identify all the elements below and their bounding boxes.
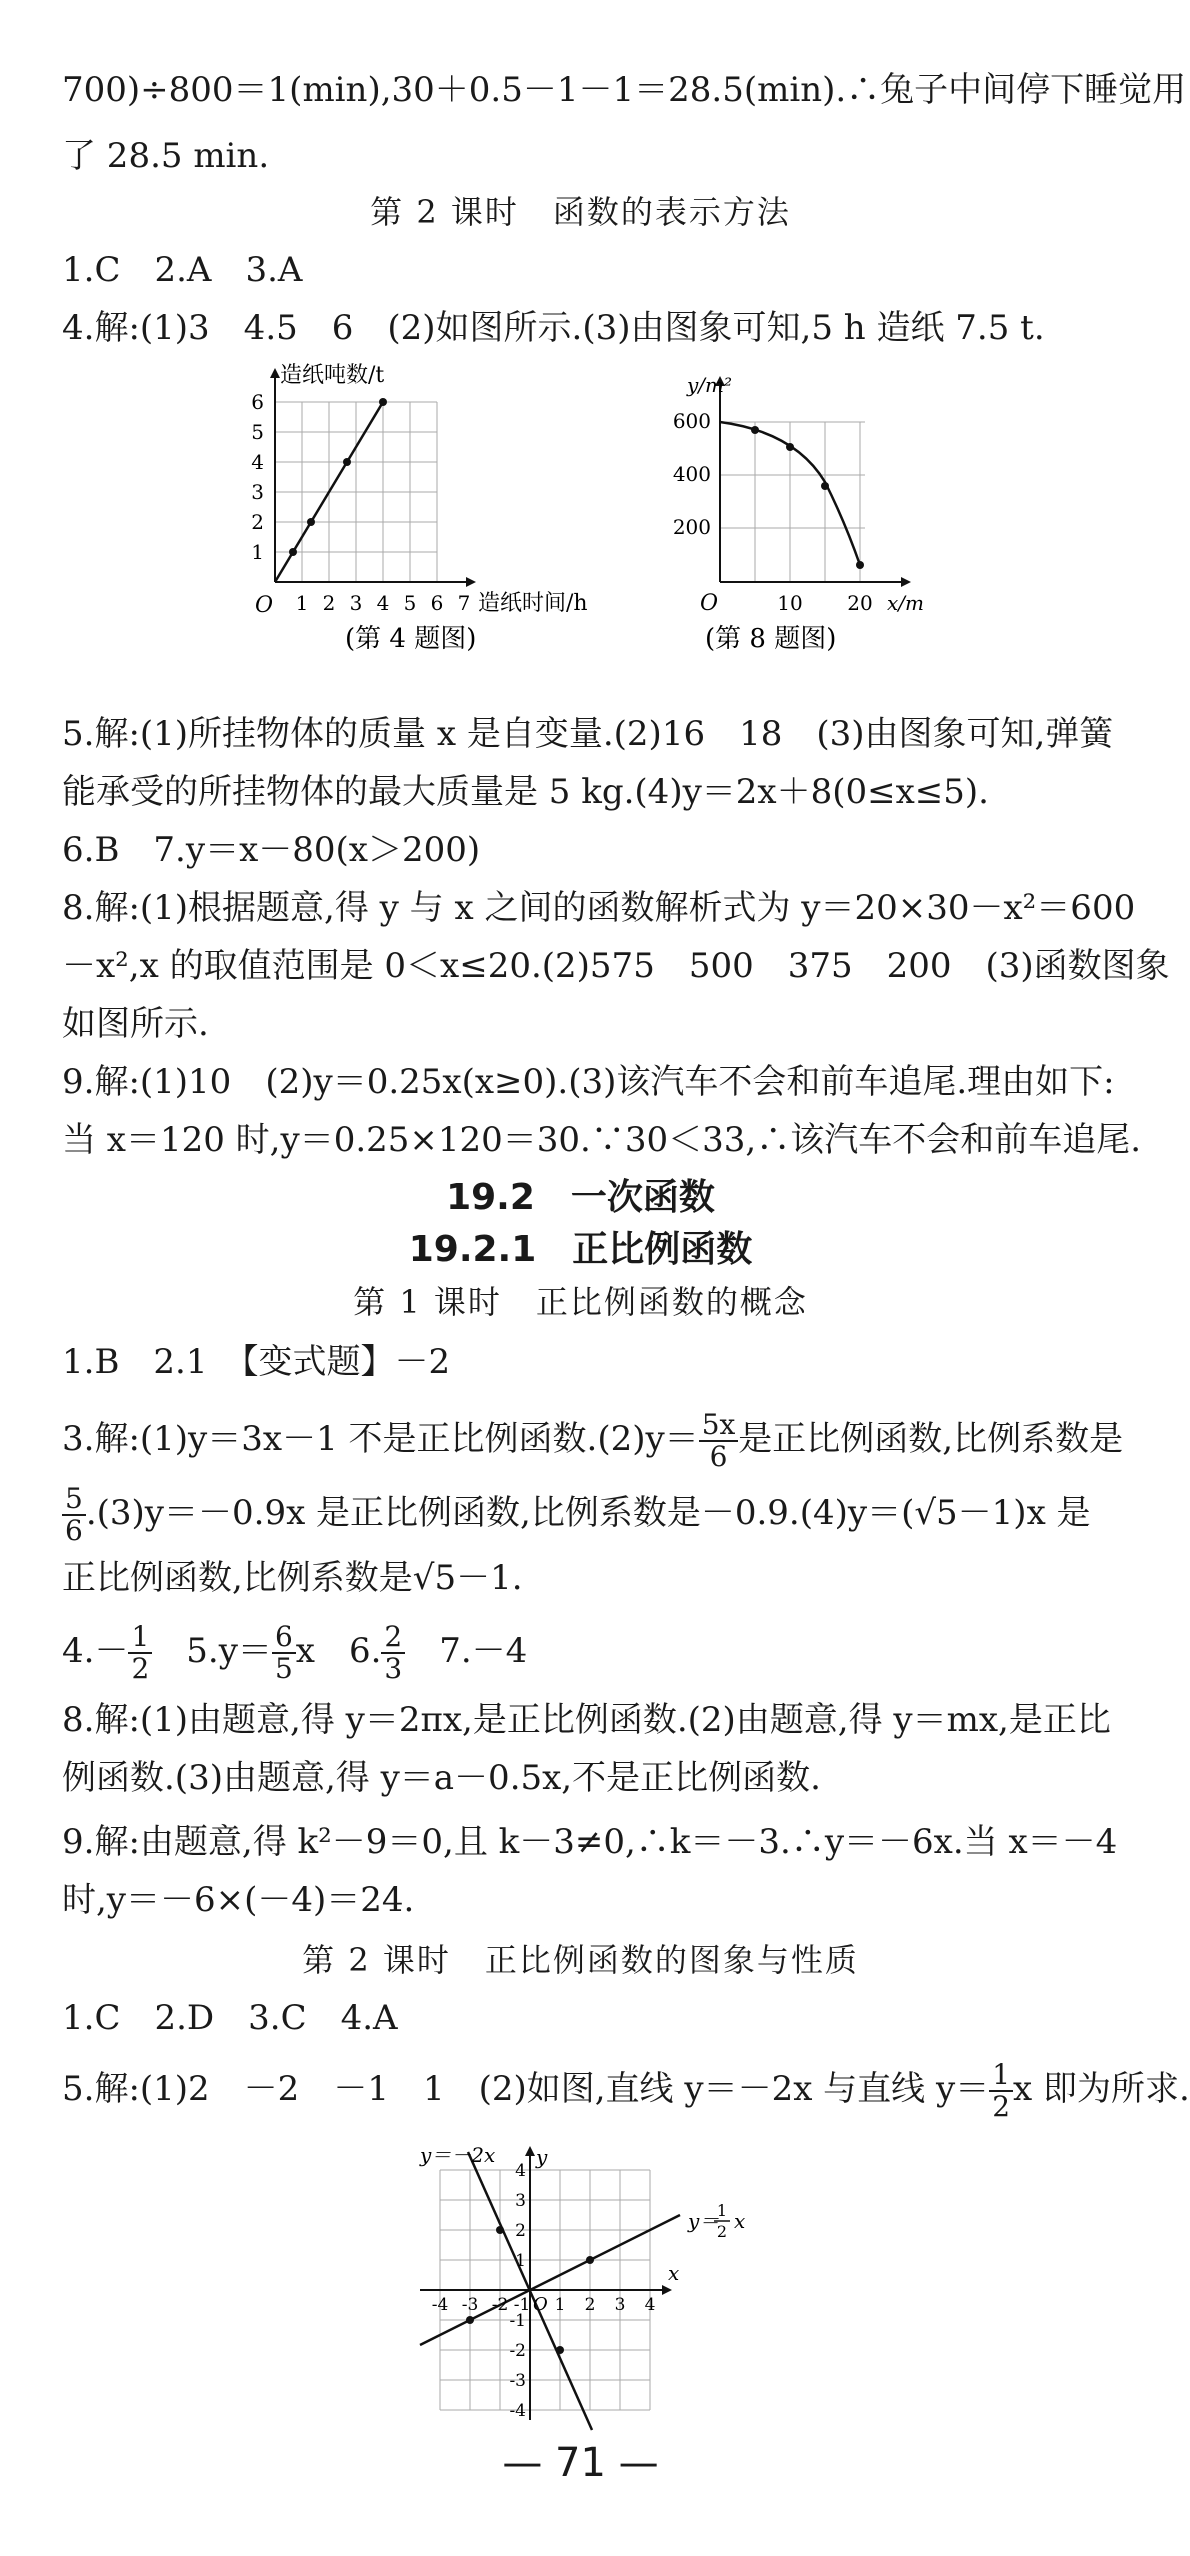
- answer-line: 8.解:(1)根据题意,得 y 与 x 之间的函数解析式为 y＝20×30－x²＝600: [62, 888, 1136, 928]
- x-tick-label: 7: [457, 591, 471, 615]
- x-tick-label: -2: [491, 2295, 509, 2315]
- figure-4: [220, 362, 650, 666]
- q3-text: 3.解:(1)y＝3x－1 不是正比例函数.(2)y＝: [62, 1419, 699, 1459]
- y-tick-label: 3: [251, 480, 264, 504]
- x-tick-label: 3: [614, 2295, 626, 2315]
- figure-caption: (第 8 题图): [705, 624, 837, 654]
- y-tick-label: 4: [251, 450, 264, 474]
- subsection-title: 19.2.1 正比例函数: [408, 1229, 753, 1270]
- answer-line: 如图所示.: [62, 1004, 209, 1044]
- fraction: [128, 1622, 152, 1684]
- numerator: 2: [381, 1622, 405, 1654]
- q7-text: 7.－4: [405, 1631, 528, 1671]
- denominator: 6: [709, 1440, 728, 1473]
- x-tick-label: 3: [349, 591, 363, 615]
- answer-line: 1.B 2.1 【变式题】－2: [62, 1342, 451, 1382]
- y-tick-label: -2: [509, 2341, 526, 2361]
- lesson-title: 第 1 课时 正比例函数的概念: [353, 1283, 808, 1321]
- denominator: 5: [274, 1652, 293, 1685]
- numerator: 1: [128, 1622, 152, 1654]
- y-tick-label: 2: [515, 2221, 526, 2241]
- intro-line-1: 700)÷800＝1(min),30＋0.5－1－1＝28.5(min).∴兔子中间停下睡觉用: [62, 70, 1187, 110]
- fraction: [989, 2060, 1013, 2122]
- x-tick-label: 5: [403, 591, 417, 615]
- y-tick-label: 4: [515, 2161, 526, 2181]
- y-tick-label: 200: [672, 515, 711, 539]
- fraction: [62, 1484, 86, 1546]
- figure-caption: (第 4 题图): [345, 624, 477, 654]
- x-tick-label: 1: [295, 591, 309, 615]
- y-tick-label: 2: [251, 510, 264, 534]
- intro-line-2: 了 28.5 min.: [62, 136, 270, 176]
- y-tick-label: 1: [251, 540, 264, 564]
- figure-8-graph: [665, 362, 955, 662]
- y-axis-label: 造纸吨数/t: [280, 363, 385, 388]
- lesson-title: 第 2 课时 正比例函数的图象与性质: [302, 1941, 859, 1979]
- x-tick-label: 2: [584, 2295, 596, 2315]
- answer-line-q3b: [62, 1484, 1121, 1546]
- y-tick-label: 600: [672, 409, 711, 433]
- fraction: [272, 1622, 296, 1684]
- q5-text: 5.y＝: [152, 1631, 272, 1671]
- x-tick-label: 4: [376, 591, 390, 615]
- denominator: 2: [131, 1652, 150, 1685]
- line-label: y＝: [688, 2209, 720, 2233]
- denominator: 6: [65, 1514, 83, 1547]
- x-tick-label: 6: [430, 591, 444, 615]
- answer-line: 例函数.(3)由题意,得 y＝a－0.5x,不是正比例函数.: [62, 1758, 821, 1798]
- answer-line: －x²,x 的取值范围是 0＜x≤20.(2)575 500 375 200 (3)函数图象: [62, 946, 1170, 986]
- answer-line: 8.解:(1)由题意,得 y＝2πx,是正比例函数.(2)由题意,得 y＝mx,是正比: [62, 1700, 1111, 1740]
- answer-line: 9.解:由题意,得 k²－9＝0,且 k－3≠0,∴k＝－3.∴y＝－6x.当 x＝－4: [62, 1822, 1118, 1862]
- answer-line: 4.解:(1)3 4.5 6 (2)如图所示.(3)由图象可知,5 h 造纸 7.5 t.: [62, 308, 1045, 348]
- denominator: 3: [384, 1652, 403, 1685]
- q5-text: x 6.: [295, 1631, 382, 1671]
- page-number: — 71 —: [502, 2440, 659, 2486]
- origin-label: O: [533, 2294, 548, 2315]
- y-tick-label: 1: [515, 2251, 526, 2271]
- answer-line: 9.解:(1)10 (2)y＝0.25x(x≥0).(3)该汽车不会和前车追尾.理由如下:: [62, 1062, 1115, 1102]
- x-tick-label: 1: [554, 2295, 566, 2315]
- fraction: [381, 1622, 405, 1684]
- numerator: 6: [272, 1622, 296, 1654]
- line-label: y＝－2x: [420, 2143, 496, 2167]
- numerator: 1: [989, 2060, 1013, 2092]
- q5-text: 5.解:(1)2 －2 －1 1 (2)如图,直线 y＝－2x 与直线 y＝: [62, 2069, 990, 2109]
- answer-line: 5.解:(1)所挂物体的质量 x 是自变量.(2)16 18 (3)由图象可知,弹簧: [62, 714, 1114, 754]
- q4-text: 4.－: [62, 1631, 129, 1671]
- numerator: 5x: [699, 1410, 739, 1442]
- y-axis-label: y: [536, 2145, 548, 2169]
- x-tick-label: 4: [644, 2295, 656, 2315]
- line-label-numerator: 1: [716, 2201, 728, 2220]
- y-tick-label: -3: [509, 2371, 526, 2391]
- answer-line: 能承受的所挂物体的最大质量是 5 kg.(4)y＝2x＋8(0≤x≤5).: [62, 772, 989, 812]
- denominator: 2: [992, 2090, 1011, 2123]
- q3-text: 是正比例函数,比例系数是: [738, 1419, 1124, 1459]
- x-tick-label: -4: [431, 2295, 449, 2315]
- y-tick-label: -1: [509, 2311, 526, 2331]
- figure-4-graph: [220, 362, 650, 662]
- y-axis-label: y/m²: [687, 373, 733, 397]
- q3-text: .(3)y＝－0.9x 是正比例函数,比例系数是－0.9.(4)y＝(√5－1)x 是: [85, 1493, 1091, 1533]
- x-tick-label: 10: [777, 591, 803, 615]
- section-title: 19.2 一次函数: [446, 1177, 715, 1218]
- answer-line: 1.C 2.A 3.A: [62, 250, 303, 290]
- x-axis-label: 造纸时间/h: [478, 591, 588, 616]
- x-axis-label: x/m: [887, 591, 924, 615]
- origin-label: O: [255, 593, 274, 618]
- numerator: 5: [62, 1484, 86, 1516]
- lesson-title: 第 2 课时 函数的表示方法: [370, 193, 791, 231]
- figure-q5: [400, 2140, 800, 2444]
- line-label-denominator: 2: [716, 2222, 728, 2241]
- y-tick-label: -4: [509, 2401, 526, 2421]
- x-tick-label: -3: [461, 2295, 479, 2315]
- y-tick-label: 3: [515, 2191, 526, 2211]
- answer-line: 当 x＝120 时,y＝0.25×120＝30.∵30＜33,∴该汽车不会和前车追尾.: [62, 1120, 1142, 1160]
- answer-line: 正比例函数,比例系数是√5－1.: [62, 1558, 523, 1598]
- figure-q5-graph: [400, 2140, 800, 2440]
- answer-line-q5: [62, 2058, 1190, 2123]
- x-tick-label: 20: [847, 591, 873, 615]
- answer-line: 1.C 2.D 3.C 4.A: [62, 1998, 398, 2038]
- y-tick-label: 5: [251, 420, 264, 444]
- fraction: [699, 1410, 739, 1472]
- q5-text: x 即为所求.: [1013, 2069, 1190, 2109]
- figure-8: [665, 362, 955, 666]
- line-label: x: [734, 2209, 746, 2233]
- origin-label: O: [700, 591, 719, 616]
- y-tick-label: 6: [251, 390, 264, 414]
- x-tick-label: -1: [513, 2295, 531, 2315]
- x-tick-label: 2: [322, 591, 336, 615]
- y-tick-label: 400: [672, 462, 711, 486]
- x-axis-label: x: [668, 2261, 680, 2285]
- answer-line: 6.B 7.y＝x－80(x＞200): [62, 830, 481, 870]
- answer-line: 时,y＝－6×(－4)＝24.: [62, 1880, 415, 1920]
- answer-line-q3: [62, 1408, 1124, 1473]
- answer-line-q4-7: [62, 1622, 1121, 1684]
